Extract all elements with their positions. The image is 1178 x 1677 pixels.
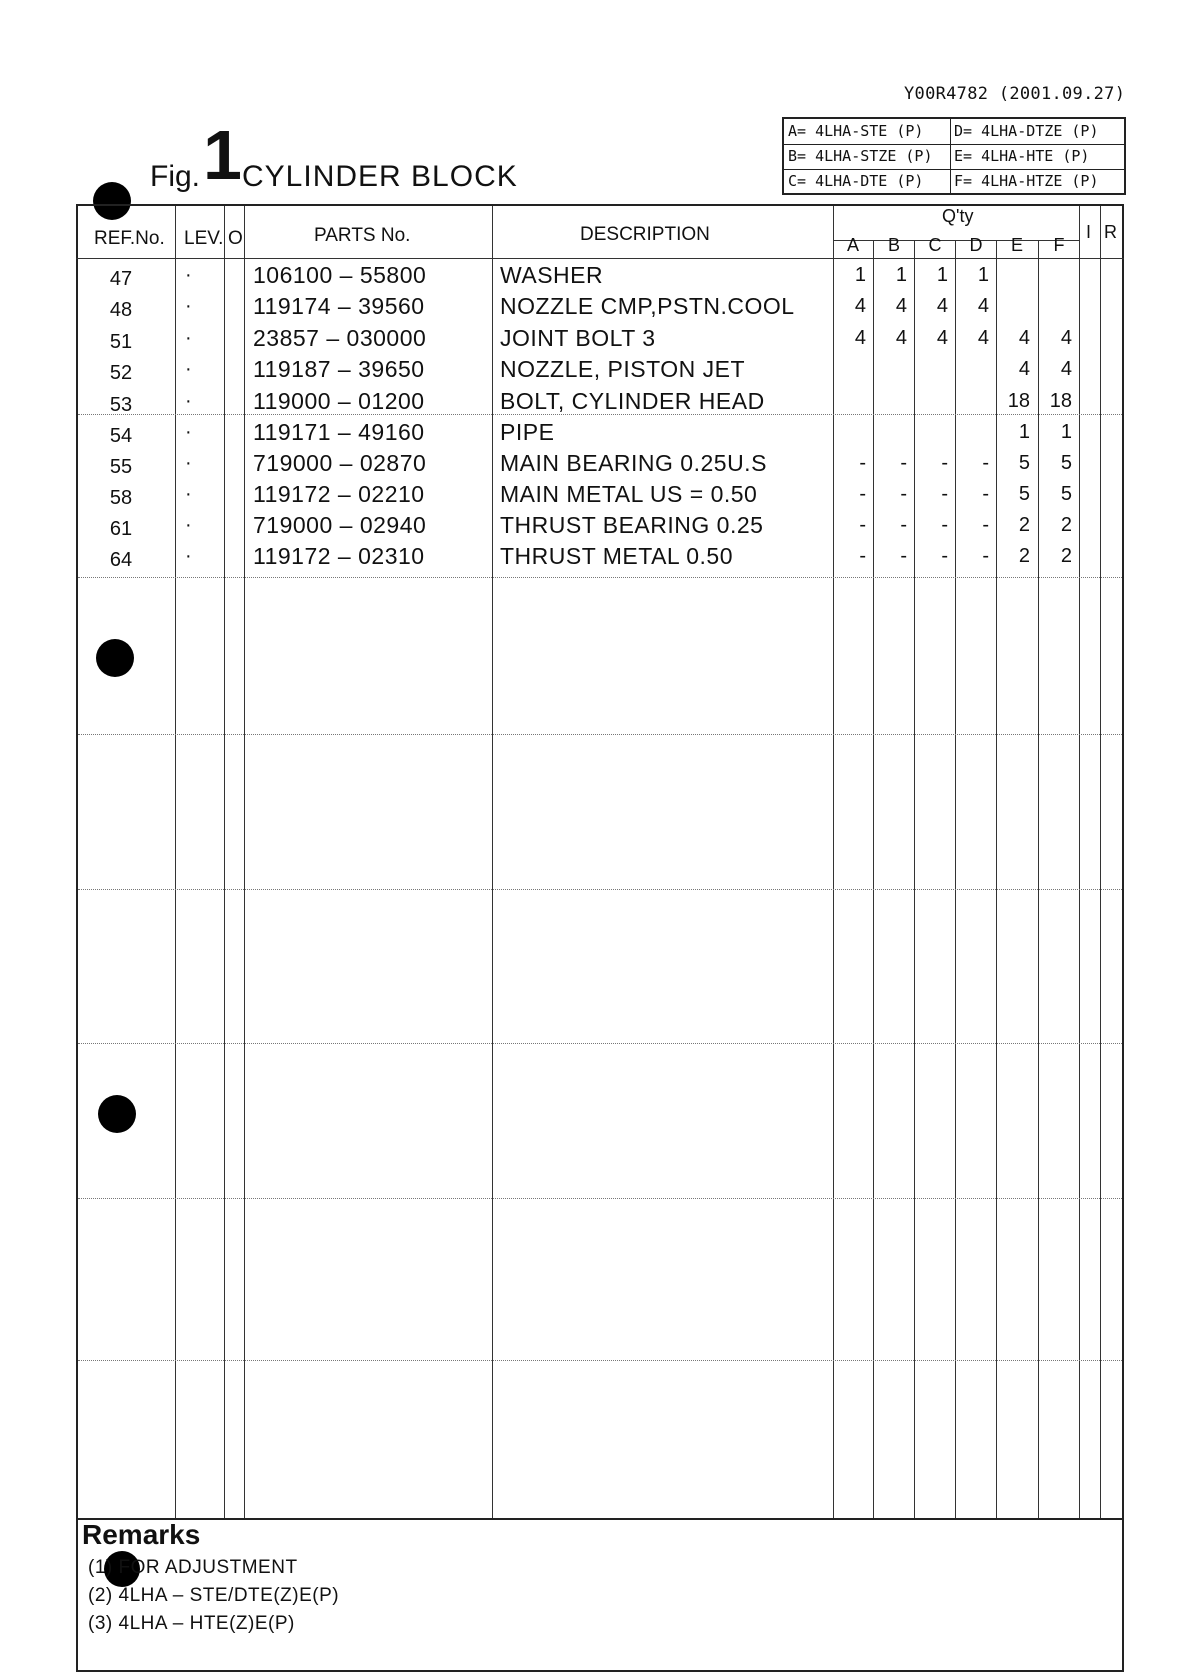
header-lev: LEV. (184, 228, 224, 249)
qty-e: 2 (1018, 514, 1030, 536)
col-line (224, 206, 225, 1518)
ref-no: 47 (109, 268, 133, 290)
qty-e: 5 (1018, 483, 1030, 505)
qty-e: 5 (1018, 452, 1030, 474)
header-qty-e: E (1010, 235, 1023, 255)
level: · (185, 452, 192, 474)
qty-a: - (859, 545, 866, 567)
ref-no: 61 (109, 518, 133, 540)
ref-no: 55 (109, 456, 133, 478)
qty-f: 18 (1049, 390, 1072, 412)
ref-no: 48 (109, 299, 133, 321)
description: PIPE (500, 419, 555, 445)
qty-d: 1 (977, 264, 989, 286)
level: · (185, 514, 192, 536)
col-line (873, 240, 874, 1518)
header-i: I (1086, 222, 1092, 242)
parts-table-frame (76, 204, 1124, 1672)
row-group-separator (78, 889, 1122, 890)
qty-b: - (900, 545, 907, 567)
col-line (244, 206, 245, 1518)
remarks-title: Remarks (82, 1519, 201, 1550)
qty-d: 4 (977, 295, 989, 317)
header-qty-f: F (1053, 235, 1065, 255)
qty-e: 18 (1007, 390, 1030, 412)
qty-b: - (900, 452, 907, 474)
part-number: 119174 – 39560 (253, 293, 425, 319)
header-r: R (1104, 222, 1117, 242)
header-ref: REF.No. (94, 228, 165, 249)
col-line (492, 206, 493, 1518)
qty-c: - (941, 514, 948, 536)
model-b: B= 4LHA-STZE (P) (788, 147, 933, 165)
ref-no: 51 (109, 331, 133, 353)
ref-no: 58 (109, 487, 133, 509)
qty-a: 1 (854, 264, 866, 286)
model-a: A= 4LHA-STE (P) (788, 122, 924, 140)
remark-item: (2) 4LHA – STE/DTE(Z)E(P) (88, 1585, 340, 1606)
description: NOZZLE CMP,PSTN.COOL (500, 293, 795, 319)
level: · (185, 483, 192, 505)
qty-c: 1 (936, 264, 948, 286)
header-qty-d: D (969, 235, 983, 255)
description: BOLT, CYLINDER HEAD (500, 388, 765, 414)
figure-name: CYLINDER BLOCK (242, 160, 518, 193)
qty-f: 2 (1060, 514, 1072, 536)
part-number: 106100 – 55800 (253, 262, 427, 288)
part-number: 119172 – 02210 (253, 481, 425, 507)
qty-b: 4 (895, 327, 907, 349)
figure-number: 1 (203, 116, 242, 194)
row-group-separator (78, 734, 1122, 735)
header-qty: Q'ty (942, 206, 974, 226)
qty-d: 4 (977, 327, 989, 349)
qty-e: 4 (1018, 327, 1030, 349)
level: · (185, 390, 192, 412)
qty-c: - (941, 452, 948, 474)
qty-f: 5 (1060, 452, 1072, 474)
col-line (1079, 206, 1080, 1518)
qty-e: 1 (1018, 421, 1030, 443)
col-line (955, 240, 956, 1518)
ref-no: 54 (109, 425, 133, 447)
qty-f: 5 (1060, 483, 1072, 505)
ref-no: 52 (109, 362, 133, 384)
remark-item: (1) FOR ADJUSTMENT (88, 1557, 298, 1578)
description: JOINT BOLT 3 (500, 325, 656, 351)
level: · (185, 295, 192, 317)
qty-a: - (859, 483, 866, 505)
qty-a: - (859, 452, 866, 474)
row-group-separator (78, 1043, 1122, 1044)
remarks-rule (76, 1518, 1124, 1520)
qty-d: - (982, 452, 989, 474)
qty-b: - (900, 483, 907, 505)
part-number: 119187 – 39650 (253, 356, 425, 382)
description: NOZZLE, PISTON JET (500, 356, 745, 382)
qty-c: - (941, 483, 948, 505)
model-legend (782, 117, 1126, 195)
qty-e: 2 (1018, 545, 1030, 567)
part-number: 119000 – 01200 (253, 388, 425, 414)
description: MAIN METAL US = 0.50 (500, 481, 758, 507)
header-qty-b: B (887, 235, 900, 255)
level: · (185, 545, 192, 567)
level: · (185, 264, 192, 286)
qty-c: 4 (936, 295, 948, 317)
row-group-separator (78, 1198, 1122, 1199)
qty-f: 4 (1060, 358, 1072, 380)
header-description: DESCRIPTION (580, 224, 710, 245)
qty-e: 4 (1018, 358, 1030, 380)
qty-b: - (900, 514, 907, 536)
description: THRUST METAL 0.50 (500, 543, 734, 569)
ref-no: 53 (109, 394, 133, 416)
header-qty-a: A (846, 235, 859, 255)
qty-a: 4 (854, 295, 866, 317)
description: MAIN BEARING 0.25U.S (500, 450, 767, 476)
part-number: 719000 – 02870 (253, 450, 427, 476)
row-group-separator (78, 577, 1122, 578)
qty-f: 2 (1060, 545, 1072, 567)
row-group-separator (78, 1360, 1122, 1361)
figure-prefix: Fig. (150, 160, 201, 193)
col-line (914, 240, 915, 1518)
col-line (175, 206, 176, 1518)
level: · (185, 358, 192, 380)
model-e: E= 4LHA-HTE (P) (954, 147, 1090, 165)
qty-b: 1 (895, 264, 907, 286)
qty-f: 1 (1060, 421, 1072, 443)
header-rule (76, 258, 1124, 259)
header-qty-c: C (928, 235, 942, 255)
model-d: D= 4LHA-DTZE (P) (954, 122, 1099, 140)
header-parts: PARTS No. (314, 225, 411, 246)
remark-item: (3) 4LHA – HTE(Z)E(P) (88, 1613, 295, 1634)
model-f: F= 4LHA-HTZE (P) (954, 172, 1099, 190)
qty-d: - (982, 514, 989, 536)
part-number: 719000 – 02940 (253, 512, 427, 538)
header-o: O (228, 228, 243, 249)
col-line (833, 206, 834, 1518)
qty-d: - (982, 483, 989, 505)
part-number: 23857 – 030000 (253, 325, 427, 351)
col-line (1100, 206, 1101, 1518)
qty-c: - (941, 545, 948, 567)
part-number: 119172 – 02310 (253, 543, 425, 569)
qty-c: 4 (936, 327, 948, 349)
qty-b: 4 (895, 295, 907, 317)
qty-f: 4 (1060, 327, 1072, 349)
ref-no: 64 (109, 549, 133, 571)
description: WASHER (500, 262, 604, 288)
level: · (185, 421, 192, 443)
level: · (185, 327, 192, 349)
qty-a: - (859, 514, 866, 536)
description: THRUST BEARING 0.25 (500, 512, 764, 538)
part-number: 119171 – 49160 (253, 419, 425, 445)
model-c: C= 4LHA-DTE (P) (788, 172, 924, 190)
document-id: Y00R4782 (2001.09.27) (904, 84, 1126, 104)
qty-a: 4 (854, 327, 866, 349)
qty-d: - (982, 545, 989, 567)
